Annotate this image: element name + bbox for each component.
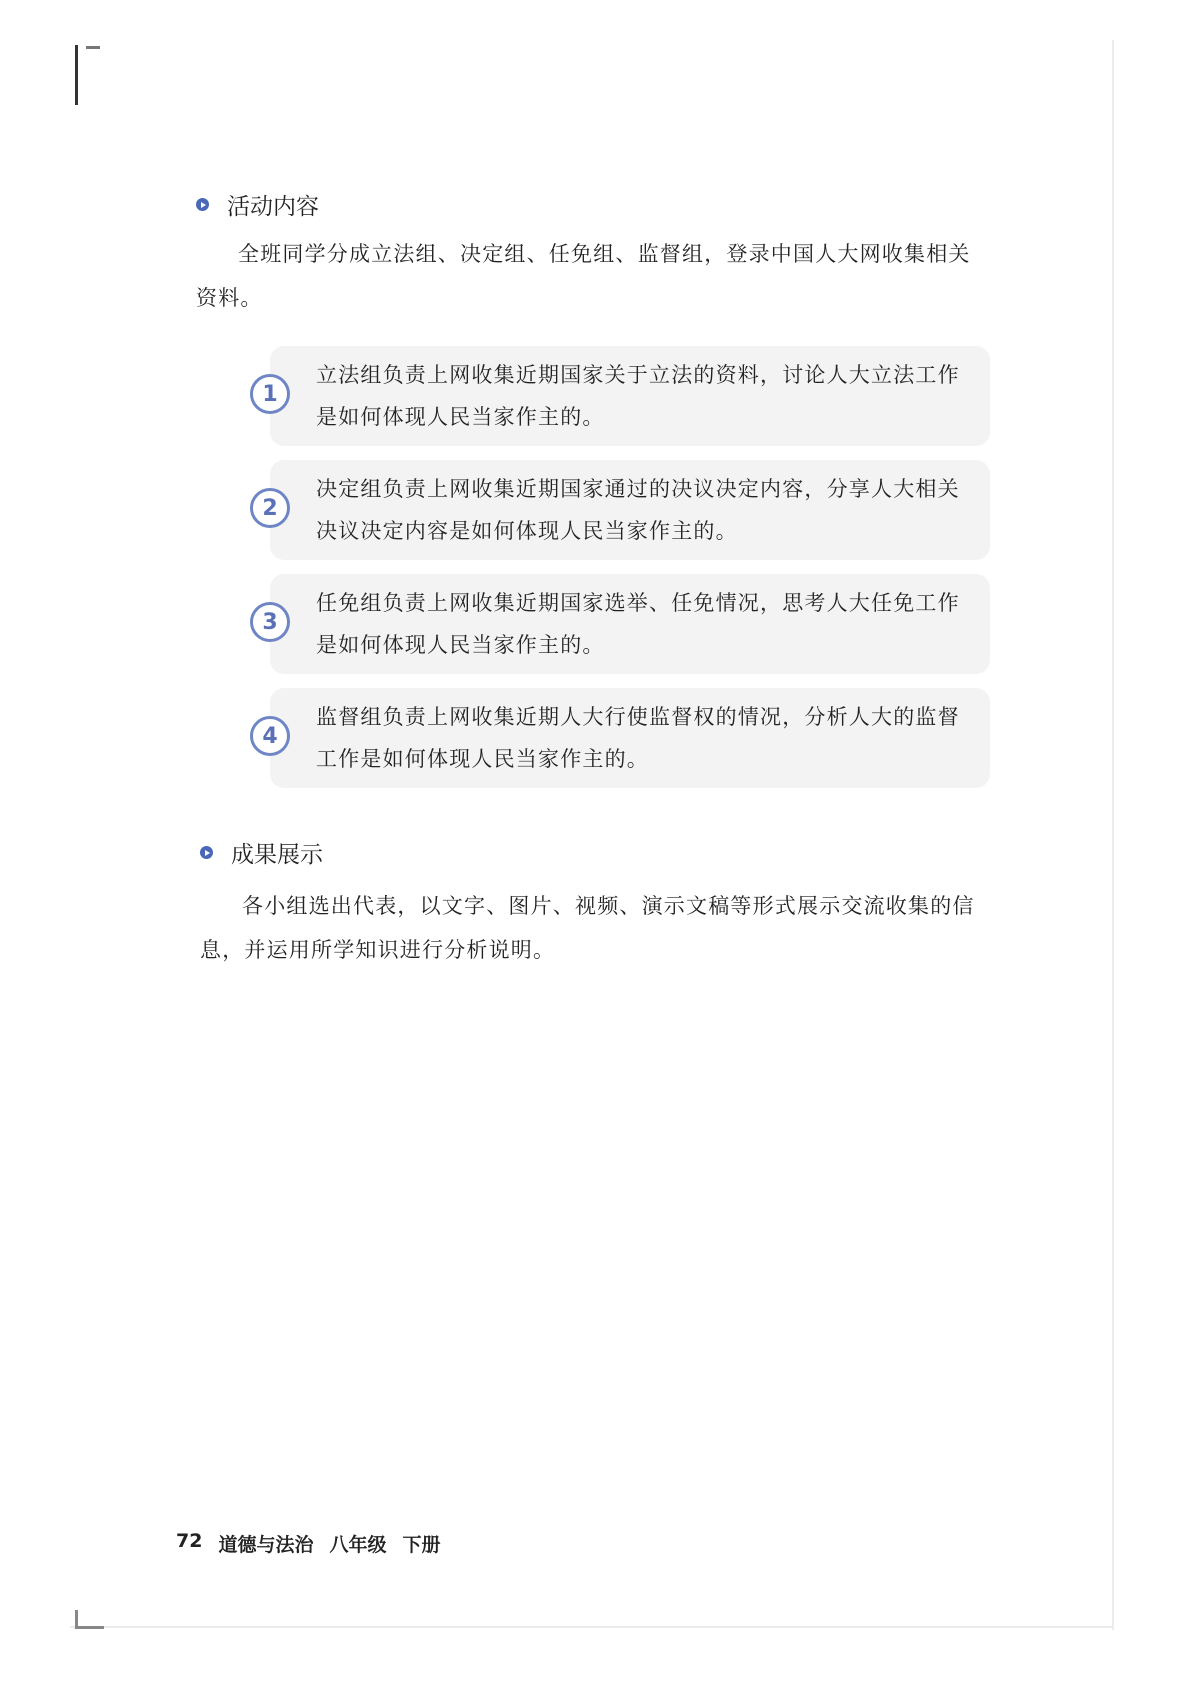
task-card [262,460,990,560]
section-heading-text: 活动内容 [227,194,319,220]
task-number-badge: 4 [250,716,290,756]
task-number-badge: 1 [250,374,290,414]
task-text: 监督组负责上网收集近期人大行使监督权的情况，分析人大的监督工作是如何体现人民当家作主的。 [316,705,960,771]
task-card [262,346,990,446]
task-number-badge: 2 [250,488,290,528]
page-edge [1112,40,1114,1630]
results-intro-paragraph: 各小组选出代表，以文字、图片、视频、演示文稿等形式展示交流收集的信息，并运用所学知识进行分析说明。 [200,894,975,962]
task-text: 决定组负责上网收集近期国家通过的决议决定内容，分享人大相关决议决定内容是如何体现人民当家作主的。 [316,477,960,543]
book-title: 道德与法治 [218,1534,314,1556]
crop-mark [86,46,100,49]
play-bullet-icon [196,198,209,211]
task-text: 任免组负责上网收集近期国家选举、任免情况，思考人大任免工作是如何体现人民当家作主的。 [316,591,960,657]
page-footer [176,1530,441,1557]
crop-mark [75,1610,104,1629]
grade-label: 八年级 [329,1534,387,1556]
crop-mark [75,45,78,105]
page-edge [70,1626,1114,1628]
volume-label: 下册 [402,1534,441,1556]
activity-intro-paragraph: 全班同学分成立法组、决定组、任免组、监督组，登录中国人大网收集相关资料。 [196,242,971,310]
section-heading-text: 成果展示 [231,842,323,868]
play-bullet-icon [200,846,213,859]
task-text: 立法组负责上网收集近期国家关于立法的资料，讨论人大立法工作是如何体现人民当家作主的。 [316,363,960,429]
task-card [262,688,990,788]
section-heading-results [200,836,323,869]
task-card [262,574,990,674]
task-number-badge: 3 [250,602,290,642]
section-heading-activity [196,188,319,221]
page-number: 72 [176,1530,203,1552]
